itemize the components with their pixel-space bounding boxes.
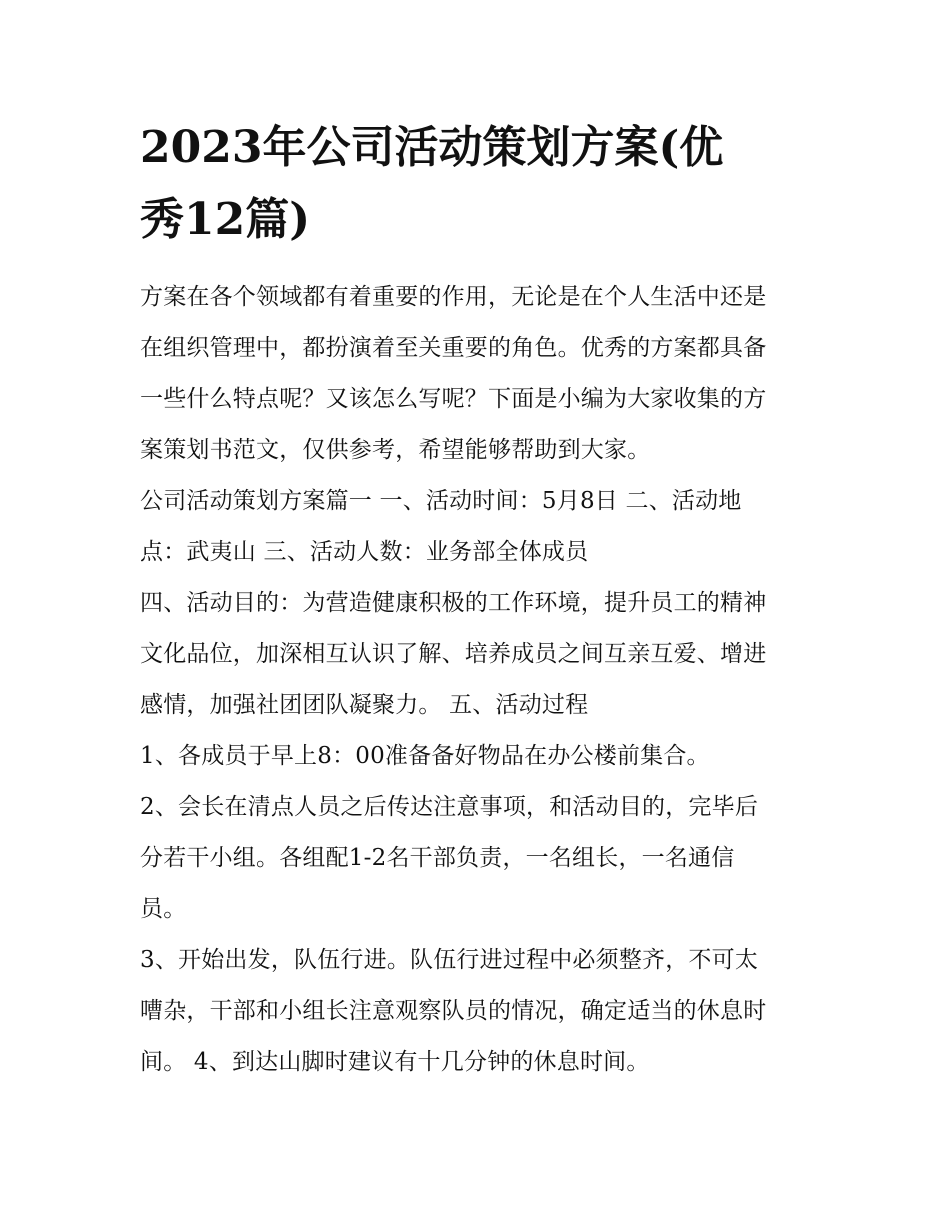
text-line: 方案在各个领域都有着重要的作用，无论是在个人生活中还是: [140, 284, 767, 310]
process-step-3: [140, 935, 815, 1088]
text-line: 1、各成员于早上8：00准备备好物品在办公楼前集合。: [140, 743, 710, 769]
text-line: 点：武夷山 三、活动人数：业务部全体成员: [140, 539, 589, 565]
text-line: 2、会长在清点人员之后传达注意事项，和活动目的，完毕后: [140, 794, 759, 820]
activity-purpose-paragraph: [140, 578, 815, 731]
title-line: 秀12篇): [140, 194, 311, 245]
intro-paragraph: [140, 272, 815, 476]
document-page: [140, 112, 815, 1088]
text-line: 一些什么特点呢？又该怎么写呢？下面是小编为大家收集的方: [140, 386, 767, 412]
text-line: 案策划书范文，仅供参考，希望能够帮助到大家。: [140, 437, 651, 463]
process-step-1: [140, 731, 815, 782]
text-line: 员。: [140, 896, 187, 922]
document-title: [140, 112, 815, 256]
text-line: 在组织管理中，都扮演着至关重要的角色。优秀的方案都具备: [140, 335, 767, 361]
title-line: 2023年公司活动策划方案(优: [140, 122, 724, 173]
text-line: 间。 4、到达山脚时建议有十几分钟的休息时间。: [140, 1049, 650, 1075]
text-line: 3、开始出发，队伍行进。队伍行进过程中必须整齐，不可太: [140, 947, 759, 973]
text-line: 四、活动目的：为营造健康积极的工作环境，提升员工的精神: [140, 590, 767, 616]
text-line: 文化品位，加深相互认识了解、培养成员之间互亲互爱、增进: [140, 641, 767, 667]
title-spacer: [140, 256, 815, 272]
process-step-2: [140, 782, 815, 935]
text-line: 嘈杂，干部和小组长注意观察队员的情况，确定适当的休息时: [140, 998, 767, 1024]
text-line: 感情，加强社团团队凝聚力。 五、活动过程: [140, 692, 589, 718]
activity-basics-paragraph: [140, 476, 815, 578]
text-line: 公司活动策划方案篇一 一、活动时间：5月8日 二、活动地: [140, 488, 742, 514]
text-line: 分若干小组。各组配1-2名干部负责，一名组长，一名通信: [140, 845, 735, 871]
